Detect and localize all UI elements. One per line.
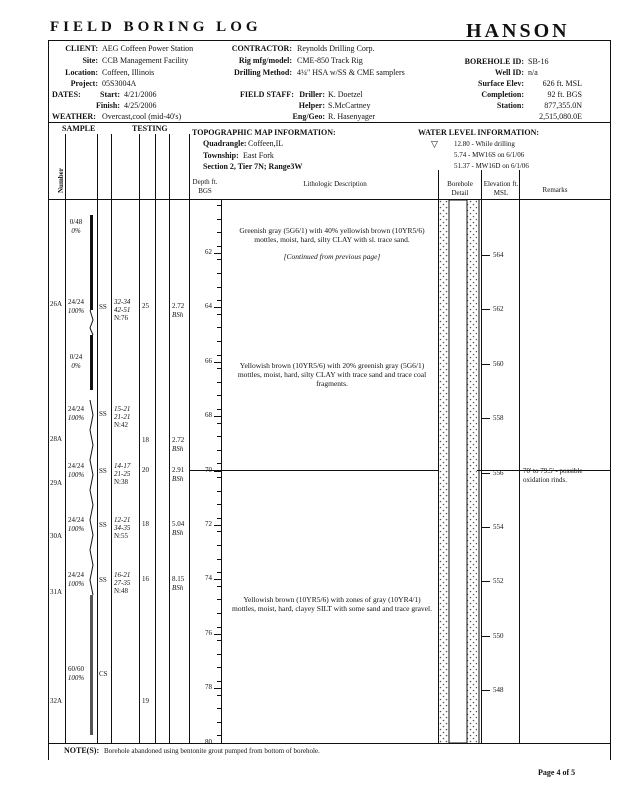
sample-blows: 21-21 <box>114 413 131 421</box>
sample-number: 30A <box>50 532 63 540</box>
project-label: Project: <box>70 79 98 88</box>
sample-n-value: N:42 <box>114 421 128 429</box>
rule-left <box>48 40 49 760</box>
interval-bar <box>90 215 93 310</box>
sample-blows: 32-34 <box>114 298 131 306</box>
elevation-tick <box>482 364 490 365</box>
sample-qu: 8.15 <box>172 575 185 583</box>
depth-minor-tick <box>217 681 221 682</box>
station-label: Station: <box>496 101 524 110</box>
surface-label: Surface Elev: <box>478 79 524 88</box>
col-rule-5 <box>155 134 156 743</box>
helper-value: S.McCartney <box>328 101 371 110</box>
water-level-2: 5.74 - MW16S on 6/1/06 <box>454 151 525 159</box>
sample-recovery: 0/24 <box>69 353 83 361</box>
sample-recovery-pct: 100% <box>67 471 85 479</box>
depth-tick-label: 72 <box>205 520 212 528</box>
depth-minor-tick <box>217 246 221 247</box>
elevation-tick-label: 548 <box>493 686 504 695</box>
depth-minor-tick <box>217 382 221 383</box>
driller-value: K. Doetzel <box>328 90 363 99</box>
depth-minor-tick <box>217 273 221 274</box>
rule-bottom <box>48 743 610 744</box>
sample-qu: 5.04 <box>172 520 185 528</box>
wellid-label: Well ID: <box>494 68 524 77</box>
contractor-value: Reynolds Drilling Corp. <box>297 44 375 53</box>
col-remarks: Remarks <box>542 186 568 194</box>
sample-qu-type: BSh <box>172 311 184 319</box>
township-value: East Fork <box>243 151 274 160</box>
completion-value: 92 ft. BGS <box>547 90 582 99</box>
sample-blows: 14-17 <box>114 462 131 470</box>
sample-type: SS <box>99 467 107 475</box>
sample-pocket-pen: 19 <box>142 697 149 705</box>
start-value: 4/21/2006 <box>124 90 157 99</box>
depth-tick <box>214 743 221 744</box>
finish-label: Finish: <box>95 101 120 110</box>
depth-minor-tick <box>217 314 221 315</box>
depth-minor-tick <box>217 423 221 424</box>
start-label: Start: <box>100 90 120 99</box>
water-title: WATER LEVEL INFORMATION: <box>418 128 540 137</box>
township-label: Township: <box>203 151 239 160</box>
site-value: CCB Management Facility <box>102 56 189 65</box>
elevation-tick-label: 552 <box>493 577 504 586</box>
sample-qu: 2.72 <box>172 302 185 310</box>
sample-blows: 15-21 <box>114 405 131 413</box>
sample-blows: 16-21 <box>114 571 131 579</box>
sample-qu: 2.72 <box>172 436 185 444</box>
station-value: 877,355.0N <box>544 101 582 110</box>
description-3: Yellowish brown (10YR5/6) with zones of gray (10YR4/1) mottles, moist, hard, clayey SILT with some sand and trace gravel. <box>232 595 432 613</box>
project-value: 05S3004A <box>102 79 137 88</box>
sample-recovery: 24/24 <box>68 516 84 524</box>
depth-minor-tick <box>217 450 221 451</box>
depth-minor-tick <box>217 368 221 369</box>
depth-minor-tick <box>217 599 221 600</box>
depth-minor-tick <box>217 654 221 655</box>
sample-blows: 27-35 <box>114 579 131 587</box>
sample-type: SS <box>99 576 107 584</box>
borehole-label: BOREHOLE ID: <box>464 57 524 66</box>
sample-n-value: N:55 <box>114 532 128 540</box>
col-rule-6 <box>169 134 170 743</box>
sample-number: 26A <box>50 300 63 308</box>
depth-minor-tick <box>217 205 221 206</box>
depth-minor-tick <box>217 504 221 505</box>
depth-minor-tick <box>217 232 221 233</box>
elevation-tick-label: 560 <box>493 359 504 368</box>
elevation-tick <box>482 255 490 256</box>
description-1: Greenish gray (5G6/1) with 40% yellowish brown (10YR5/6) mottles, moist, hard, silty CLAY with sl. trace sand. <box>239 226 425 244</box>
depth-tick <box>214 416 221 417</box>
sample-type: SS <box>99 303 107 311</box>
location-value: Coffeen, Illinois <box>102 68 155 77</box>
description-continued: [Continued from previous page] <box>283 252 381 261</box>
sample-qu: 2.91 <box>172 466 185 474</box>
depth-minor-tick <box>217 341 221 342</box>
section-value: Section 2, Tier 7N; Range3W <box>203 162 303 171</box>
method-value: 4¼" HSA w/SS & CME samplers <box>297 68 405 77</box>
depth-minor-tick <box>217 219 221 220</box>
location-label: Location: <box>65 68 98 77</box>
remarks-70ft: 70' to 79.5' - possible oxidation rinds. <box>523 467 583 484</box>
sample-blows: 34-35 <box>114 524 131 532</box>
elevation-tick <box>482 636 490 637</box>
depth-minor-tick <box>217 586 221 587</box>
notes-label: NOTE(S): <box>64 746 100 755</box>
depth-minor-tick <box>217 708 221 709</box>
sample-n-value: N:76 <box>114 314 128 322</box>
sample-number: 32A <box>50 697 63 705</box>
depth-tick <box>214 307 221 308</box>
rig-value: CME-850 Track Rig <box>297 56 363 65</box>
depth-minor-tick <box>217 463 221 464</box>
sample-recovery-pct: 100% <box>67 525 85 533</box>
sample-recovery-pct: 100% <box>67 580 85 588</box>
depth-tick-label: 64 <box>205 302 212 311</box>
sample-pocket-pen: 18 <box>142 520 149 528</box>
col-rule-7 <box>189 134 190 743</box>
depth-minor-tick <box>217 287 221 288</box>
depth-tick-label: 68 <box>205 411 212 420</box>
sample-recovery-pct: 100% <box>67 414 85 422</box>
form-title: FIELD BORING LOG <box>50 19 262 35</box>
sample-recovery-pct: 100% <box>67 307 85 315</box>
depth-minor-tick <box>217 722 221 723</box>
sample-n-value: N:38 <box>114 478 128 486</box>
depth-tick-label: 76 <box>205 628 212 637</box>
elevation-tick-label: 556 <box>493 468 504 477</box>
notes-text: Borehole abandoned using bentonite grout pumped from bottom of borehole. <box>104 747 320 755</box>
depth-minor-tick <box>217 613 221 614</box>
sample-blows: 42-51 <box>114 306 131 314</box>
sample-pocket-pen: 25 <box>142 302 149 310</box>
sample-recovery: 24/24 <box>68 462 84 470</box>
depth-tick-label: 62 <box>205 248 212 256</box>
eng-label: Eng/Geo: <box>292 112 325 121</box>
sample-qu-type: BSh <box>172 475 184 483</box>
surface-value: 626 ft. MSL <box>542 79 582 88</box>
depth-tick <box>214 634 221 635</box>
col-number: Number <box>57 168 65 193</box>
depth-tick <box>214 688 221 689</box>
rule-right <box>610 40 611 760</box>
depth-minor-tick <box>217 259 221 260</box>
depth-minor-tick <box>217 327 221 328</box>
weather-value: Overcast,cool (mid-40's) <box>102 112 182 121</box>
borehole-value: SB-16 <box>528 57 549 66</box>
elevation-tick-label: 550 <box>493 631 504 640</box>
depth-minor-tick <box>217 491 221 492</box>
col-depth: Depth ft. BGS <box>192 178 218 195</box>
sample-recovery-pct: 0% <box>71 227 81 235</box>
depth-minor-tick <box>217 545 221 546</box>
sample-number: 28A <box>50 435 63 443</box>
site-label: Site: <box>82 56 98 65</box>
col-borehole: Borehole Detail <box>447 180 473 197</box>
elevation-tick-label: 564 <box>493 251 504 259</box>
depth-tick <box>214 471 221 472</box>
elevation-tick-label: 562 <box>493 305 504 314</box>
method-label: Drilling Method: <box>234 68 292 77</box>
elevation-tick <box>482 690 490 691</box>
interval-bar <box>90 595 93 735</box>
depth-minor-tick <box>217 436 221 437</box>
station-value-2: 2,515,080.0E <box>539 112 582 121</box>
elevation-tick <box>482 309 490 310</box>
depth-minor-tick <box>217 640 221 641</box>
depth-minor-tick <box>217 735 221 736</box>
topo-title: TOPOGRAPHIC MAP INFORMATION: <box>192 128 336 137</box>
depth-minor-tick <box>217 572 221 573</box>
rule-columns <box>48 199 610 200</box>
description-2: Yellowish brown (10YR5/6) with 20% greenish gray (5G6/1) mottles, moist, hard, silty CLAY with trace sand and trace coal fragments. <box>237 361 427 388</box>
col-rule-11 <box>519 170 520 743</box>
sample-qu-type: BSh <box>172 529 184 537</box>
sample-recovery-pct: 0% <box>71 362 81 370</box>
sample-pocket-pen: 20 <box>142 466 149 474</box>
depth-tick <box>214 579 221 580</box>
depth-minor-tick <box>217 559 221 560</box>
depth-tick-label: 66 <box>205 356 212 365</box>
depth-minor-tick <box>217 667 221 668</box>
sample-type: CS <box>99 670 108 678</box>
sample-number: 31A <box>50 588 63 596</box>
eng-value: R. Hasenyager <box>328 112 376 121</box>
depth-minor-tick <box>217 695 221 696</box>
borehole-detail <box>439 200 481 743</box>
depth-minor-tick <box>217 395 221 396</box>
contractor-label: CONTRACTOR: <box>231 44 292 53</box>
sample-pocket-pen: 16 <box>142 575 149 583</box>
elevation-tick <box>482 581 490 582</box>
wellid-value: n/a <box>528 68 538 77</box>
grout-left <box>439 200 449 743</box>
sample-recovery-pct: 100% <box>67 674 85 682</box>
driller-label: Driller: <box>299 90 325 99</box>
sample-recovery: 0/48 <box>69 218 83 226</box>
sample-type: SS <box>99 521 107 529</box>
company-logo: HANSON <box>466 20 570 42</box>
sample-type: SS <box>99 410 107 418</box>
rule-top <box>48 40 610 41</box>
depth-minor-tick <box>217 627 221 628</box>
col-rule-8 <box>221 199 222 743</box>
depth-tick-label: 78 <box>205 683 212 692</box>
elevation-tick <box>482 527 490 528</box>
completion-label: Completion: <box>481 90 524 99</box>
sample-recovery: 24/24 <box>68 298 84 306</box>
water-level-1: 12.80 - While drilling <box>454 140 515 148</box>
depth-minor-tick <box>217 531 221 532</box>
rule-header <box>48 122 610 123</box>
weather-label: WEATHER: <box>52 112 96 121</box>
page-number: Page 4 of 5 <box>538 768 576 777</box>
client-value: AEG Coffeen Power Station <box>102 44 194 53</box>
casing <box>449 200 467 743</box>
grout-right <box>467 200 477 743</box>
elevation-tick <box>482 473 490 474</box>
water-level-3: 51.37 - MW16D on 6/1/06 <box>454 162 529 170</box>
depth-tick <box>214 525 221 526</box>
col-litho: Lithologic Description <box>303 180 367 188</box>
dates-label: DATES: <box>52 90 81 99</box>
sample-blows: 21-25 <box>114 470 131 478</box>
sample-number: 29A <box>50 479 63 487</box>
sample-qu-type: BSh <box>172 445 184 453</box>
depth-tick-label: 74 <box>205 574 212 583</box>
depth-tick-label: 70 <box>205 465 212 474</box>
depth-tick <box>214 362 221 363</box>
water-level-icon: ▽ <box>431 139 438 149</box>
sample-blows: 12-21 <box>114 516 131 524</box>
depth-tick <box>214 253 221 254</box>
sample-recovery: 24/24 <box>68 571 84 579</box>
depth-minor-tick <box>217 355 221 356</box>
sample-n-value: N:48 <box>114 587 128 595</box>
helper-label: Helper: <box>298 101 325 110</box>
sample-pocket-pen: 18 <box>142 436 149 444</box>
elevation-tick-label: 558 <box>493 414 504 423</box>
elevation-tick-label: 554 <box>493 523 504 531</box>
depth-minor-tick <box>217 477 221 478</box>
testing-header: TESTING <box>132 124 168 133</box>
elevation-tick <box>482 418 490 419</box>
depth-tick-label: 80 <box>205 737 212 746</box>
sample-recovery: 24/24 <box>68 405 84 413</box>
col-rule-4 <box>139 134 140 743</box>
interval-bar <box>90 335 93 390</box>
client-label: CLIENT: <box>65 44 98 53</box>
depth-minor-tick <box>217 409 221 410</box>
depth-minor-tick <box>217 518 221 519</box>
quad-value: Coffeen,IL <box>248 139 284 148</box>
staff-label: FIELD STAFF: <box>240 90 294 99</box>
sample-header: SAMPLE <box>62 124 96 133</box>
sample-recovery: 60/60 <box>68 665 84 673</box>
finish-value: 4/25/2006 <box>124 101 157 110</box>
quad-label: Quadrangle: <box>203 139 247 148</box>
col-rule-3 <box>111 134 112 743</box>
col-elevation: Elevation ft. MSL <box>483 180 519 197</box>
depth-minor-tick <box>217 300 221 301</box>
rig-label: Rig mfg/model: <box>238 56 292 65</box>
sample-qu-type: BSh <box>172 584 184 592</box>
contact-70ft <box>189 470 439 471</box>
